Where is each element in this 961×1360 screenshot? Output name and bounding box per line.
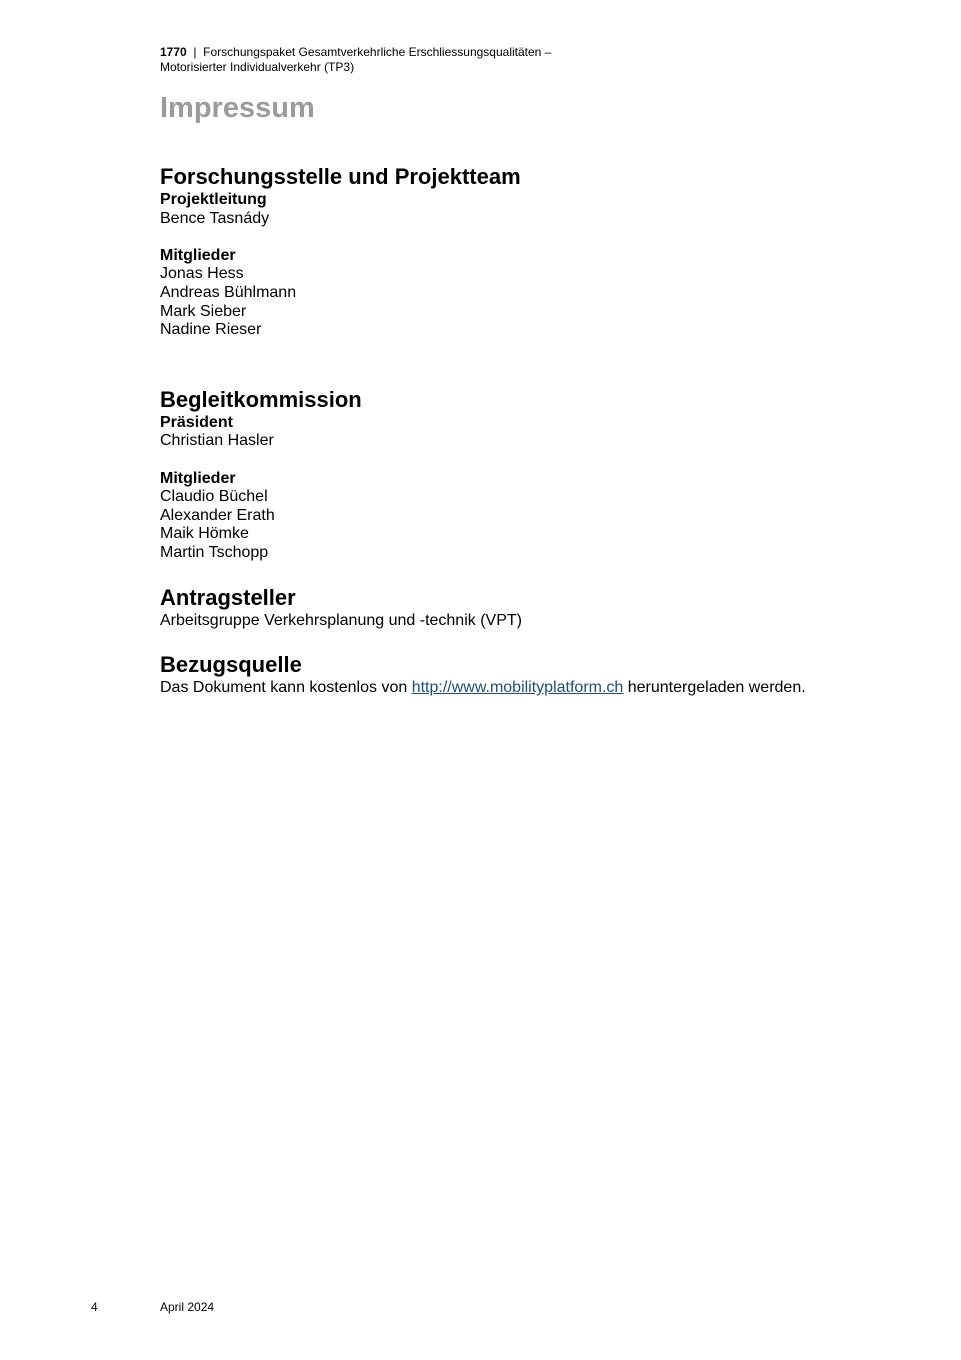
section-heading: Antragsteller	[160, 584, 296, 610]
member-name: Jonas Hess	[160, 265, 244, 283]
section-heading: Bezugsquelle	[160, 652, 302, 678]
impressum-content	[160, 163, 860, 698]
role-label-mitglieder: Mitglieder	[160, 469, 236, 487]
running-header-line-1	[160, 45, 551, 60]
person-name: Christian Hasler	[160, 432, 274, 450]
mobilityplatform-link[interactable]: http://www.mobilityplatform.ch	[411, 679, 624, 697]
header-separator: |	[193, 45, 197, 59]
page-title: Impressum	[160, 92, 315, 124]
running-header	[160, 45, 551, 75]
source-text-before: Das Dokument kann kostenlos von	[160, 679, 412, 697]
member-name: Nadine Rieser	[160, 321, 262, 339]
publication-date: April 2024	[160, 1300, 215, 1314]
role-label-mitglieder: Mitglieder	[160, 246, 236, 264]
report-number: 1770	[160, 45, 187, 59]
person-name: Bence Tasnády	[160, 209, 270, 227]
member-name: Martin Tschopp	[160, 543, 269, 561]
member-name: Andreas Bühlmann	[160, 283, 297, 301]
member-name: Claudio Büchel	[160, 488, 268, 506]
member-name: Mark Sieber	[160, 302, 247, 320]
applicant-text: Arbeitsgruppe Verkehrsplanung und -technik (VPT)	[160, 611, 522, 629]
role-label-projektleitung: Projektleitung	[160, 191, 267, 208]
section-heading: Forschungsstelle und Projektteam	[160, 164, 521, 189]
page-number: 4	[91, 1300, 98, 1314]
section-begleitkommission	[160, 386, 860, 563]
member-name: Alexander Erath	[160, 506, 275, 524]
section-forschungsstelle	[160, 163, 860, 340]
section-heading: Begleitkommission	[160, 386, 362, 412]
header-title-line-2: Motorisierter Individualverkehr (TP3)	[160, 60, 355, 74]
section-antragsteller	[160, 584, 860, 631]
source-text-after: heruntergeladen werden.	[623, 679, 806, 697]
header-title-line-1: Forschungspaket Gesamtverkehrliche Erschliessungsqualitäten –	[203, 45, 552, 59]
section-bezugsquelle	[160, 651, 860, 698]
member-name: Maik Hömke	[160, 525, 249, 543]
source-text	[160, 679, 860, 698]
role-label-praesident: Präsident	[160, 413, 233, 431]
